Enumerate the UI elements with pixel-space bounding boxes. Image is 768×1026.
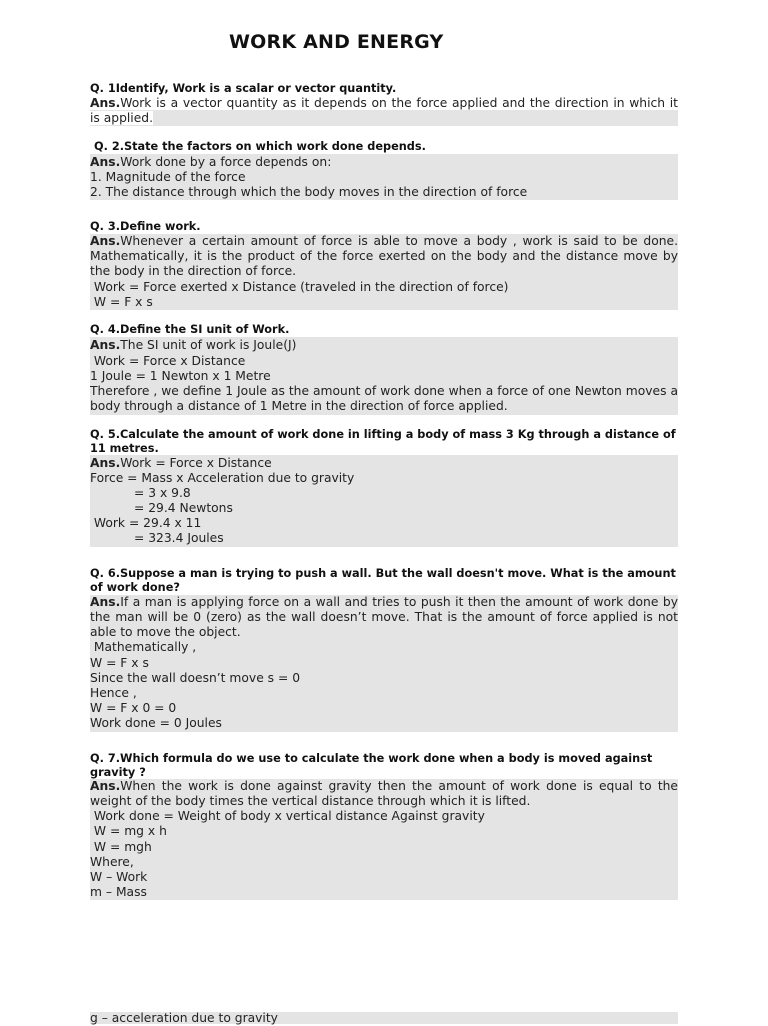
answer-4-paragraph: Therefore , we define 1 Joule as the amount of work done when a force of one Newton moves a body through a distance of 1 Metre in the direction of force applied. bbox=[90, 384, 678, 413]
answer-6-line: W = F x s bbox=[90, 656, 149, 670]
answer-4-line: Work = Force x Distance bbox=[90, 354, 246, 368]
answer-2-line: 1. Magnitude of the force bbox=[90, 170, 246, 184]
question-7: Q. 7.Which formula do we use to calculate the work done when a body is moved against gravity ? bbox=[90, 752, 653, 779]
answer-6-line: Mathematically , bbox=[90, 640, 197, 654]
ans-label: Ans. bbox=[90, 338, 121, 352]
answer-7-line: Work done = Weight of body x vertical distance Against gravity bbox=[90, 809, 485, 823]
answer-5-line: = 3 x 9.8 bbox=[134, 486, 191, 500]
answer-6-line: Hence , bbox=[90, 686, 137, 700]
question-2: Q. 2.State the factors on which work done depends. bbox=[94, 140, 426, 153]
ans-label: Ans. bbox=[90, 779, 121, 793]
answer-2-line: 2. The distance through which the body moves in the direction of force bbox=[90, 185, 528, 199]
answer-4 bbox=[90, 338, 678, 353]
answer-5 bbox=[90, 456, 678, 471]
answer-3 bbox=[90, 234, 678, 279]
answer-5-text: Work = Force x Distance bbox=[120, 456, 272, 470]
answer-6 bbox=[90, 595, 678, 640]
answer-7-line: Where, bbox=[90, 855, 134, 869]
ans-label: Ans. bbox=[90, 456, 121, 470]
answer-6-line: Work done = 0 Joules bbox=[90, 716, 222, 730]
answer-4-line: 1 Joule = 1 Newton x 1 Metre bbox=[90, 369, 271, 383]
answer-7 bbox=[90, 779, 678, 809]
answer-5-line: = 29.4 Newtons bbox=[134, 501, 233, 515]
ans-label: Ans. bbox=[90, 96, 121, 110]
question-6: Q. 6.Suppose a man is trying to push a wall. But the wall doesn't move. What is the amount of work done? bbox=[90, 567, 676, 594]
answer-7-text: When the work is done against gravity then the amount of work done is equal to the weight of the body times the vertical distance through which it is lifted. bbox=[90, 779, 678, 808]
question-1: Q. 1Identify, Work is a scalar or vector quantity. bbox=[90, 82, 397, 95]
answer-1-text: Work is a vector quantity as it depends on the force applied and the direction in which it is applied. bbox=[90, 96, 678, 125]
answer-5-line: Force = Mass x Acceleration due to gravity bbox=[90, 471, 355, 485]
answer-2-text: Work done by a force depends on: bbox=[120, 155, 332, 169]
answer-4-text: The SI unit of work is Joule(J) bbox=[120, 338, 297, 352]
answer-7-line: m – Mass bbox=[90, 885, 147, 899]
answer-1 bbox=[90, 96, 678, 126]
answer-7-footer-line: g – acceleration due to gravity bbox=[90, 1011, 278, 1025]
ans-label: Ans. bbox=[90, 155, 121, 169]
question-5: Q. 5.Calculate the amount of work done in lifting a body of mass 3 Kg through a distance of 11 metres. bbox=[90, 428, 676, 455]
answer-6-line: Since the wall doesn’t move s = 0 bbox=[90, 671, 301, 685]
answer-3-line: W = F x s bbox=[90, 295, 153, 309]
answer-5-line: Work = 29.4 x 11 bbox=[90, 516, 202, 530]
page-title: WORK AND ENERGY bbox=[229, 31, 444, 53]
answer-3-line: Work = Force exerted x Distance (traveled in the direction of force) bbox=[90, 280, 509, 294]
answer-7-line: W = mg x h bbox=[90, 824, 167, 838]
ans-label: Ans. bbox=[90, 234, 121, 248]
answer-3-text: Whenever a certain amount of force is able to move a body , work is said to be done. Mathematically, it is the product of the force exerted on the body and the distance move by the body in the direction of force. bbox=[90, 234, 678, 278]
answer-7-line: W = mgh bbox=[90, 840, 152, 854]
ans-label: Ans. bbox=[90, 595, 121, 609]
answer-5-line: = 323.4 Joules bbox=[134, 531, 224, 545]
answer-6-text: If a man is applying force on a wall and tries to push it then the amount of work done by the man will be 0 (zero) as the wall doesn’t move. That is the amount of force applied is not able to move the object. bbox=[90, 595, 678, 639]
answer-6-line: W = F x 0 = 0 bbox=[90, 701, 177, 715]
answer-2 bbox=[90, 155, 678, 170]
question-4: Q. 4.Define the SI unit of Work. bbox=[90, 323, 290, 336]
question-3: Q. 3.Define work. bbox=[90, 220, 201, 233]
answer-7-line: W – Work bbox=[90, 870, 148, 884]
